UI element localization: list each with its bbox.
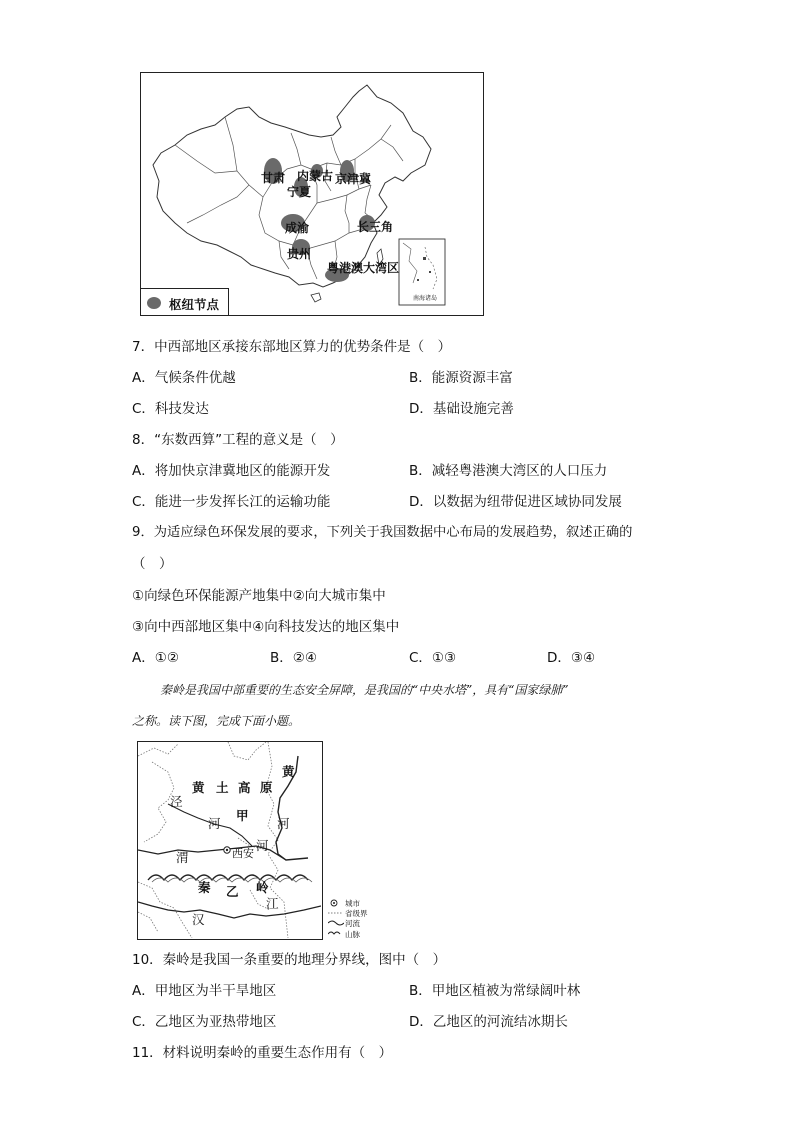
- question-10-option-a[interactable]: A．甲地区为半干旱地区: [132, 983, 277, 999]
- question-9-statement-1: ①向绿色环保能源产地集中②向大城市集中: [132, 588, 386, 604]
- question-9-option-c[interactable]: C．①③: [409, 650, 457, 666]
- map1-label-changsanjiao: 长三角: [357, 220, 394, 234]
- question-8-stem: 8．“东数西算”工程的意义是（ ）: [132, 432, 344, 448]
- map1-legend: [141, 288, 229, 316]
- label-yi: 乙: [226, 884, 239, 899]
- map1-label-neimenggu: 内蒙古: [297, 169, 334, 183]
- legend-label: 枢纽节点: [169, 297, 220, 312]
- question-7-option-a[interactable]: A．气候条件优越: [132, 370, 236, 386]
- legend-mountain: 山脉: [345, 930, 360, 939]
- qinling-map-legend: [328, 898, 388, 942]
- map1-label-ningxia: 宁夏: [287, 185, 312, 199]
- question-9-option-b[interactable]: B．②④: [270, 650, 317, 666]
- question-9-statement-2: ③向中西部地区集中④向科技发达的地区集中: [132, 619, 400, 635]
- question-10-option-d[interactable]: D．乙地区的河流结冰期长: [409, 1014, 568, 1030]
- label-jia: 甲: [236, 808, 249, 823]
- label-jing-river: 泾: [170, 794, 183, 809]
- label-he-jing: 河: [208, 816, 221, 831]
- label-gao: 高: [238, 780, 251, 795]
- legend-symbols: [328, 898, 344, 942]
- map1-label-chengyu: 成渝: [285, 221, 310, 235]
- legend-provincial-border: 省级界: [345, 909, 368, 918]
- label-huang: 黄: [192, 780, 205, 795]
- map1-label-guizhou: 贵州: [287, 247, 312, 261]
- question-7-option-b[interactable]: B．能源资源丰富: [409, 370, 513, 386]
- question-8-option-c[interactable]: C．能进一步发挥长江的运输功能: [132, 494, 331, 510]
- question-9-stem-line2: （ ）: [132, 556, 173, 572]
- legend-city: 城市: [345, 899, 360, 908]
- passage-line-2: 之称。读下图，完成下面小题。: [132, 714, 301, 728]
- question-7-option-c[interactable]: C．科技发达: [132, 401, 209, 417]
- question-7-option-d[interactable]: D．基础设施完善: [409, 401, 514, 417]
- question-10-option-b[interactable]: B．甲地区植被为常绿阔叶林: [409, 983, 581, 999]
- question-8-option-a[interactable]: A．将加快京津冀地区的能源开发: [132, 463, 331, 479]
- qinling-map: [137, 741, 323, 940]
- map1-label-yuegangao: 粤港澳大湾区: [327, 261, 400, 275]
- label-wei-river: 渭: [176, 850, 189, 865]
- label-jiang: 江: [266, 896, 279, 911]
- question-9-option-a[interactable]: A．①②: [132, 650, 179, 666]
- question-7-stem: 7．中西部地区承接东部地区算力的优势条件是（ ）: [132, 339, 452, 355]
- map1-label-jingjinji: 京津冀: [335, 172, 372, 186]
- map1-label-gansu: 甘肃: [261, 171, 286, 185]
- question-8-option-d[interactable]: D．以数据为纽带促进区域协同发展: [409, 494, 622, 510]
- label-yuan: 原: [260, 780, 273, 795]
- label-tu: 土: [216, 780, 229, 795]
- hainan-island: [311, 293, 321, 302]
- china-hub-map: [140, 72, 484, 316]
- question-9-option-d[interactable]: D．③④: [547, 650, 596, 666]
- label-he-wei: 河: [256, 838, 269, 853]
- hub-node-legend-swatch: [147, 297, 161, 309]
- question-10-option-c[interactable]: C．乙地区为亚热带地区: [132, 1014, 277, 1030]
- label-huang-river: 黄: [282, 764, 295, 779]
- label-han: 汉: [192, 912, 205, 927]
- label-ling: 岭: [256, 880, 269, 895]
- legend-river: 河流: [345, 919, 360, 928]
- label-qin: 秦: [198, 880, 211, 895]
- inset-label: 南海诸岛: [413, 295, 438, 302]
- question-11-stem: 11．材料说明秦岭的重要生态作用有（ ）: [132, 1045, 393, 1061]
- question-10-stem: 10．秦岭是我国一条重要的地理分界线，图中（ ）: [132, 952, 447, 968]
- label-he-huang: 河: [277, 816, 290, 831]
- china-map-svg: [141, 73, 483, 315]
- passage-line-1: 秦岭是我国中部重要的生态安全屏障，是我国的“中央水塔”，具有“国家绿肺”: [160, 683, 569, 697]
- question-8-option-b[interactable]: B．减轻粤港澳大湾区的人口压力: [409, 463, 608, 479]
- label-xian: 西安: [232, 847, 254, 860]
- question-9-stem-line1: 9．为适应绿色环保发展的要求，下列关于我国数据中心布局的发展趋势，叙述正确的: [132, 525, 633, 540]
